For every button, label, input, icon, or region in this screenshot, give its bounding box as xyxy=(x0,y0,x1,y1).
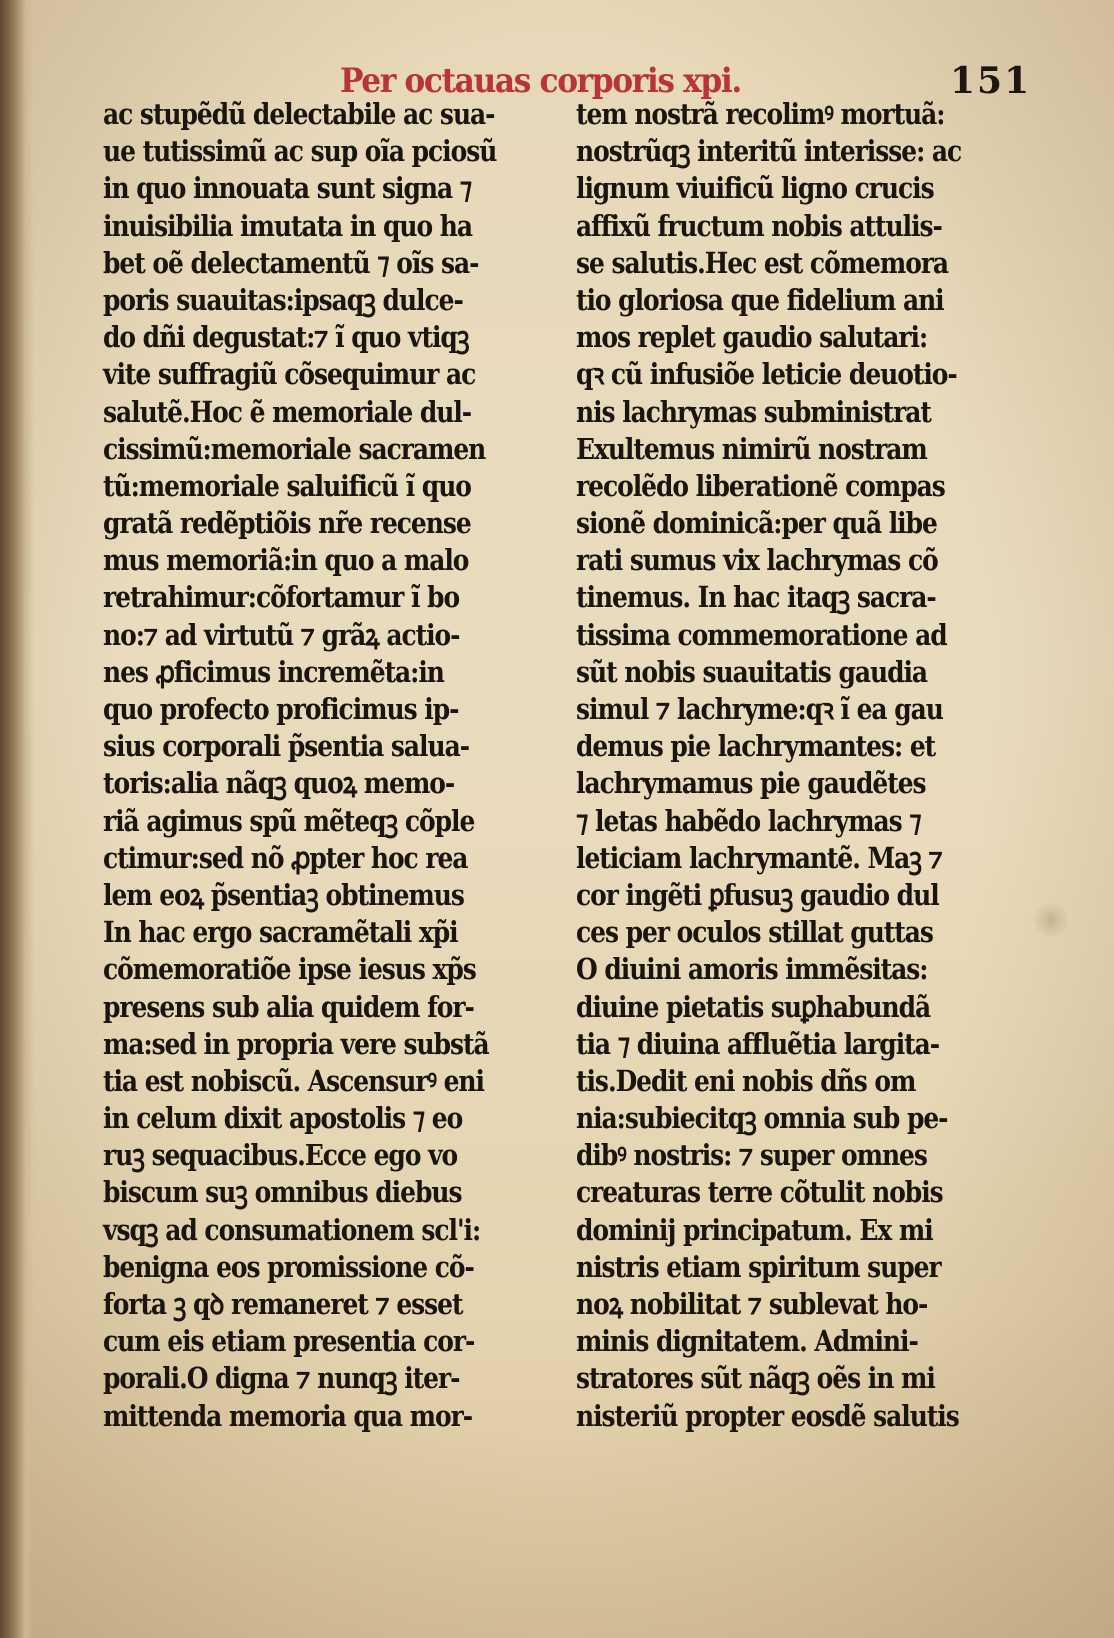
text-column-left xyxy=(103,96,558,1435)
text-line: noꝝ nobilitat ⁊ sublevat ho‑ xyxy=(576,1287,928,1321)
text-line: in quo innouata sunt signa ⁊ xyxy=(103,171,472,206)
text-line: ruꝫ sequacibus.Ecce ego vo xyxy=(103,1138,458,1173)
text-column-right xyxy=(576,96,1031,1435)
text-line: recolẽdo liberationẽ compas xyxy=(576,468,945,503)
text-line: sionẽ dominicã:per quã libe xyxy=(576,506,937,541)
text-line: lem eoꝝ p̃sentiaꝫ obtinemus xyxy=(103,877,464,912)
text-line: forta ꝫ qꝺ remaneret ⁊ esset xyxy=(103,1287,463,1321)
text-line: rati sumus vix lachrymas cõ xyxy=(576,543,938,578)
text-line: do dñi degustat:⁊ ĩ quo vtiqꝫ xyxy=(103,320,469,355)
text-line: demus pie lachrymantes: et xyxy=(576,729,936,764)
text-line: no:⁊ ad virtutũ ⁊ grãꝝ actio‑ xyxy=(103,617,460,652)
text-line: retrahimur:cõfortamur ĩ bo xyxy=(103,580,460,615)
text-line: vsqꝫ ad consumationem scl'i: xyxy=(103,1212,481,1247)
text-line: nia:subiecitqꝫ omnia sub pe‑ xyxy=(576,1101,948,1136)
paper-stain xyxy=(1034,903,1068,937)
text-line: cõmemoratiõe ipse iesus xp̃s xyxy=(103,952,476,987)
text-line: ue tutissimũ ac sup oĩa pciosũ xyxy=(103,134,497,169)
text-line: nisteriũ propter eosdẽ salutis xyxy=(576,1398,959,1433)
text-line: tem nostrã recolimꝰ mortuã: xyxy=(576,97,945,131)
text-line: ac stupẽdũ delectabile ac sua‑ xyxy=(103,97,495,131)
text-line: ces per oculos stillat guttas xyxy=(576,915,933,950)
text-line: tia est nobiscũ. Ascensurꝰ eni xyxy=(103,1063,484,1098)
text-line: mus memoriã:in quo a malo xyxy=(103,543,469,578)
text-line: tinemus. In hac itaqꝫ sacra‑ xyxy=(576,580,936,615)
text-line: creaturas terre cõtulit nobis xyxy=(576,1175,943,1210)
text-line: lignum viuificũ ligno crucis xyxy=(576,171,934,206)
text-line: se salutis.Hec est cõmemora xyxy=(576,245,949,280)
text-line: biscum suꝫ omnibus diebus xyxy=(103,1175,462,1210)
running-head: Per octauas corporis xpi. xyxy=(340,61,741,101)
text-line: sius corporali p̃sentia salua‑ xyxy=(103,729,470,764)
text-line: diuine pietatis suꝑhabundã xyxy=(576,989,931,1024)
text-line: nistris etiam spiritum super xyxy=(576,1249,941,1284)
text-line: presens sub alia quidem for‑ xyxy=(103,989,474,1024)
text-line: mittenda memoria qua mor‑ xyxy=(103,1398,473,1433)
text-line: tũ:memoriale saluificũ ĩ quo xyxy=(103,468,471,503)
text-line: cissimũ:memoriale sacramen xyxy=(103,431,486,466)
text-line: qꝛ cũ infusiõe leticie deuotio‑ xyxy=(576,357,957,392)
text-line: dibꝰ nostris: ⁊ super omnes xyxy=(576,1138,927,1173)
text-line: stratores sũt nãqꝫ oẽs in mi xyxy=(576,1361,935,1396)
text-line: benigna eos promissione cõ‑ xyxy=(103,1249,474,1284)
page-gutter-shadow xyxy=(0,0,34,1638)
text-line: ctimur:sed nõ ꝓpter hoc rea xyxy=(103,840,468,875)
text-line: salutẽ.Hoc ẽ memoriale dul‑ xyxy=(103,394,472,429)
text-line: tissima commemoratione ad xyxy=(576,617,947,652)
text-line: nes ꝓficimus incremẽta:in xyxy=(103,654,444,689)
text-line: Exultemus nimirũ nostram xyxy=(576,431,927,466)
text-line: nis lachrymas subministrat xyxy=(576,394,931,429)
text-line: gratã redẽptiõis nr̃e recense xyxy=(103,506,471,541)
text-line: ⁊ letas habẽdo lachrymas ⁊ xyxy=(576,803,921,838)
text-line: in celum dixit apostolis ⁊ eo xyxy=(103,1101,463,1136)
text-line: vite suffragiũ cõsequimur ac xyxy=(103,357,476,392)
text-line: mos replet gaudio salutari: xyxy=(576,320,928,355)
text-line: sũt nobis suauitatis gaudia xyxy=(576,654,928,689)
text-line: tis.Dedit eni nobis dñs om xyxy=(576,1063,916,1098)
text-line: O diuini amoris immẽsitas: xyxy=(576,952,928,987)
folio-number: 151 xyxy=(950,60,1032,102)
text-line: In hac ergo sacramẽtali xp̃i xyxy=(103,915,458,950)
text-line: bet oẽ delectamentũ ⁊ oĩs sa‑ xyxy=(103,245,479,280)
text-line: toris:alia nãqꝫ quoꝝ memo‑ xyxy=(103,766,455,801)
text-line: poris suauitas:ipsaqꝫ dulce‑ xyxy=(103,282,463,317)
text-line: riã agimus spũ mẽteqꝫ cõple xyxy=(103,803,475,838)
text-line: dominij principatum. Ex mi xyxy=(576,1212,933,1247)
text-line: tia ⁊ diuina affluẽtia largita‑ xyxy=(576,1026,940,1061)
text-line: quo profecto proficimus ip‑ xyxy=(103,692,459,726)
text-line: minis dignitatem. Admini‑ xyxy=(576,1324,918,1359)
text-line: lachrymamus pie gaudẽtes xyxy=(576,766,926,801)
text-line: inuisibilia imutata in quo ha xyxy=(103,208,473,243)
text-line: nostrũqꝫ interitũ interisse: ac xyxy=(576,134,962,169)
text-line: affixũ fructum nobis attulis‑ xyxy=(576,208,942,243)
text-line: cor ingẽti ꝑfusuꝫ gaudio dul xyxy=(576,877,939,912)
text-line: ma:sed in propria vere substã xyxy=(103,1026,489,1061)
text-line: leticiam lachrymantẽ. Maꝫ ⁊ xyxy=(576,840,942,875)
text-line: porali.O digna ⁊ nunqꝫ iter‑ xyxy=(103,1361,460,1396)
text-line: cum eis etiam presentia cor‑ xyxy=(103,1324,475,1359)
text-line: simul ⁊ lachryme:qꝛ ĩ ea gau xyxy=(576,692,943,726)
text-line: tio gloriosa que fidelium ani xyxy=(576,282,944,317)
